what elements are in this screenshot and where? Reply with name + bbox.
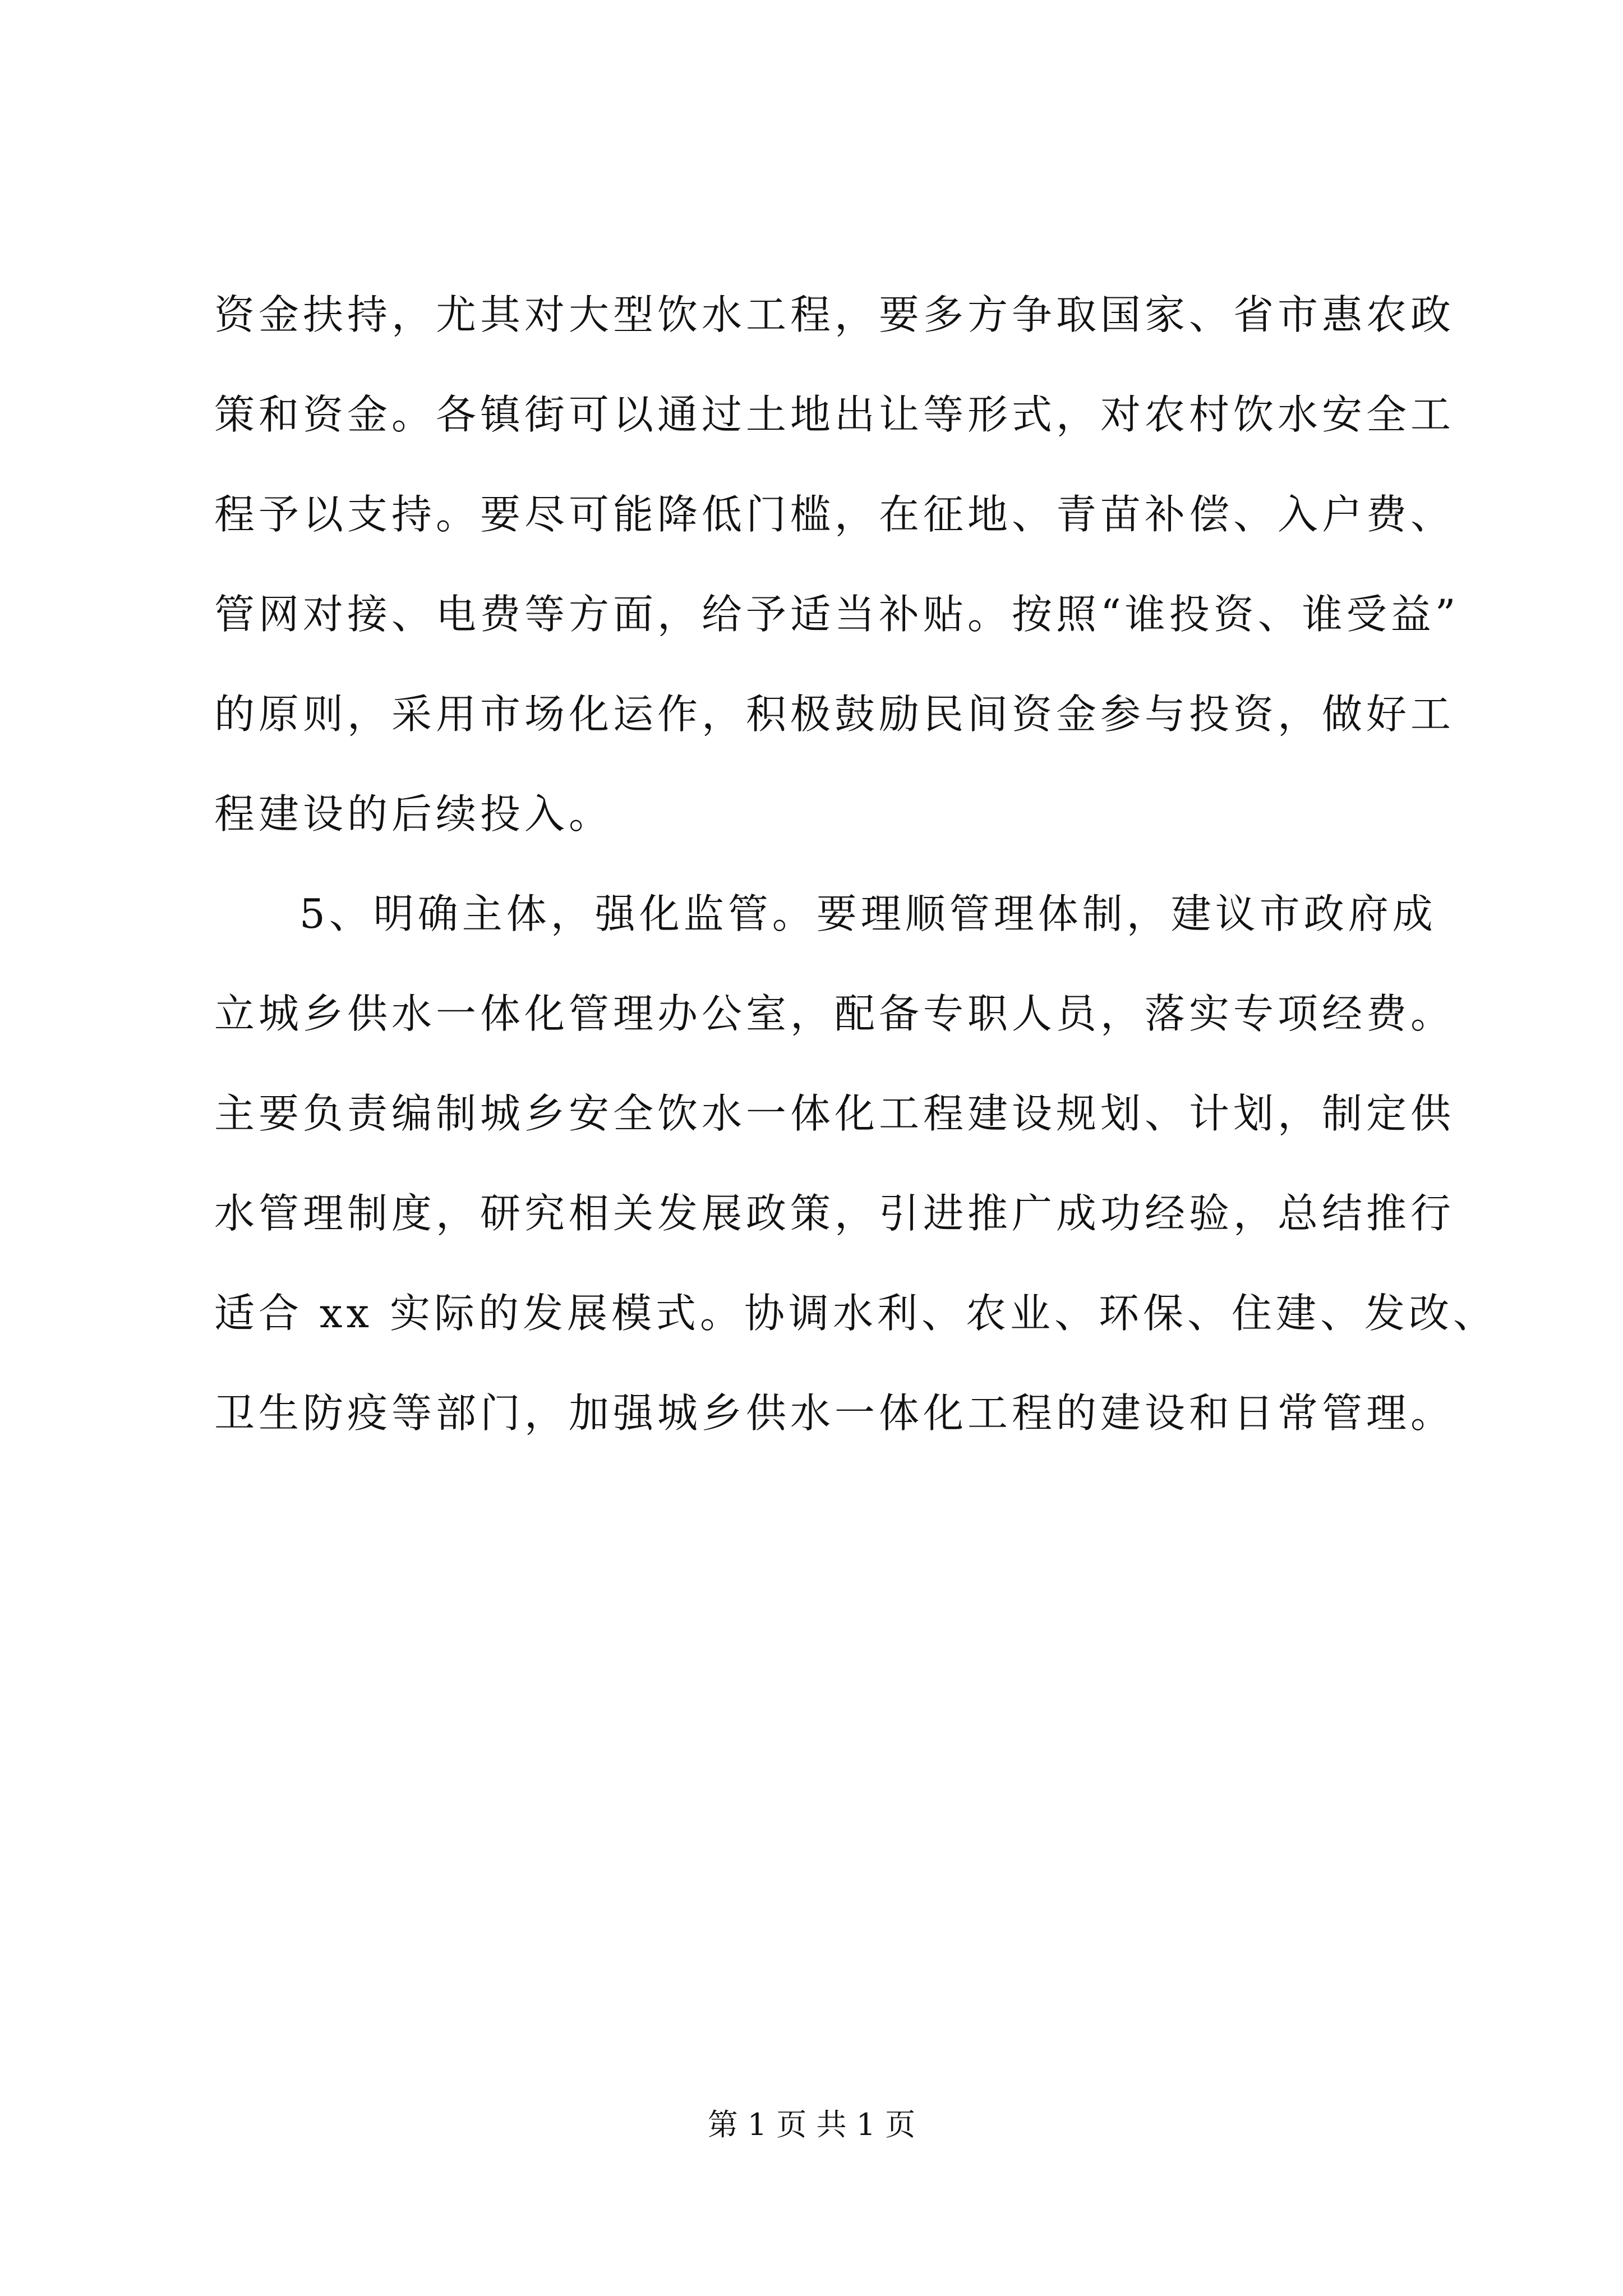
body-line-3: 程予以支持。要尽可能降低门槛，在征地、青苗补偿、入户费、 xyxy=(214,491,1455,538)
body-line-2: 策和资金。各镇街可以通过土地出让等形式，对农村饮水安全工 xyxy=(214,391,1455,438)
body-line-12: 卫生防疫等部门，加强城乡供水一体化工程的建设和日常管理。 xyxy=(214,1389,1455,1437)
body-line-11: 适合 xx 实际的发展模式。协调水利、农业、环保、住建、发改、 xyxy=(214,1290,1497,1337)
body-line-7: 5、明确主体，强化监管。要理顺管理体制，建议市政府成 xyxy=(299,890,1437,937)
body-line-5: 的原则，采用市场化运作，积极鼓励民间资金参与投资，做好工 xyxy=(214,691,1455,738)
body-line-8: 立城乡供水一体化管理办公室，配备专职人员，落实专项经费。 xyxy=(214,990,1455,1037)
page-footer: 第 1 页 共 1 页 xyxy=(707,2107,916,2142)
body-line-4: 管网对接、电费等方面，给予适当补贴。按照“谁投资、谁受益” xyxy=(214,591,1460,638)
document-body xyxy=(214,265,1497,1463)
body-line-10: 水管理制度，研究相关发展政策，引进推广成功经验，总结推行 xyxy=(214,1190,1455,1237)
body-line-6: 程建设的后续投入。 xyxy=(214,790,614,838)
body-line-1: 资金扶持，尤其对大型饮水工程，要多方争取国家、省市惠农政 xyxy=(214,291,1455,338)
body-line-9: 主要负责编制城乡安全饮水一体化工程建设规划、计划，制定供 xyxy=(214,1090,1455,1137)
